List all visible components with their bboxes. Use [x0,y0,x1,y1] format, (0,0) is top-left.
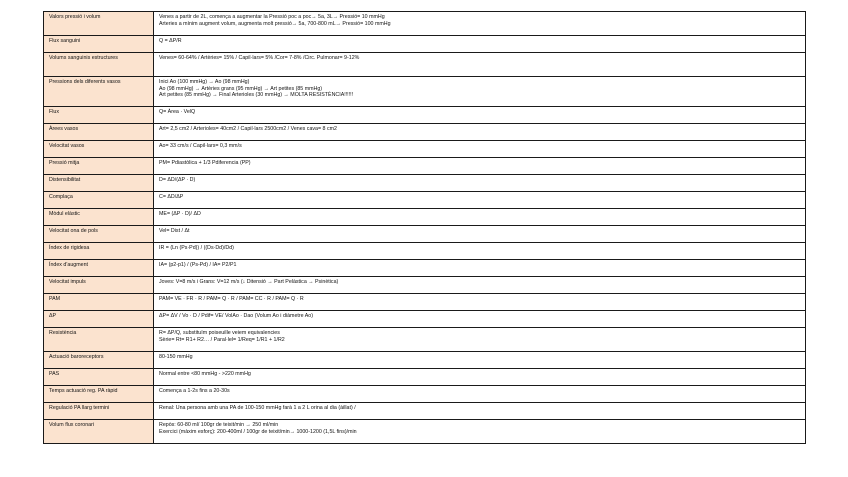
table-row [44,209,806,226]
table-row [44,403,806,420]
row-label: PAS [44,369,154,386]
row-label: Valors pressió i volum [44,12,154,36]
table-row [44,226,806,243]
row-label: Índex de rigidesa [44,243,154,260]
row-value: ΔP= ΔV / Vo · D / Pdif= VE/ VolAo · Dao (Volum Ao i diàmetre Ao) [154,311,806,328]
table-row [44,12,806,36]
row-label: Volums sanguinis estructures [44,53,154,77]
row-value: 80-150 mmHg [154,352,806,369]
row-label: Volum flux coronari [44,420,154,444]
table-row [44,369,806,386]
table-row [44,107,806,124]
row-value: Q= Àrea · VelQ [154,107,806,124]
row-label: ΔP [44,311,154,328]
table-row [44,311,806,328]
row-label: Flux sanguini [44,36,154,53]
table-row [44,294,806,311]
table-row [44,386,806,403]
table-row [44,243,806,260]
table-row [44,260,806,277]
row-value: Ao= 33 cm/s / Capil·lars= 0,3 mm/s [154,141,806,158]
table-row [44,352,806,369]
row-value: Art= 2,5 cm2 / Arterioles= 40cm2 / Capil·lars 2500cm2 / Venes cava= 8 cm2 [154,124,806,141]
row-value: PM= Pdiastòlica + 1/3 Pdiferencia (PP) [154,158,806,175]
table-row [44,175,806,192]
row-label: Regulació PA llarg termini [44,403,154,420]
row-value: Normal entre <80 mmHg - >220 mmHg [154,369,806,386]
row-value: Venes= 60-64% / Artèries= 15% / Capil·lars= 5% /Cor= 7-8% /Circ. Pulmonar= 9-12% [154,53,806,77]
table-row [44,141,806,158]
row-value: ME= (ΔP · D)/ ΔD [154,209,806,226]
row-label: Flux [44,107,154,124]
row-value: D= ΔD/(ΔP · D) [154,175,806,192]
row-value: Venes a partir de 2L, comença a augmentar la Pressió poc a poc→ 5a, 3L→ Pressió= 10 mmHg Arteries a mínim augment volum, augmenta molt pressió→ 5a, 700-800 mL→ Pressió= 100 mmHg [154,12,806,36]
row-label: Pressions dels diferents vasos [44,77,154,107]
row-label: Actuació baroreceptors [44,352,154,369]
row-label: PAM [44,294,154,311]
row-label: Àrees vasos [44,124,154,141]
row-label: Velocitat vasos [44,141,154,158]
row-value: Joves: V=8 m/s i Grans: V=12 m/s (↓ Ditensió → Part Pelàstica → Psinètica) [154,277,806,294]
row-label: Pressió mitja [44,158,154,175]
row-value: PAM= VE · FR · R / PAM= Q · R / PAM= CC · R / PAM= Q · R [154,294,806,311]
row-label: Temps actuació reg. PA ràpid [44,386,154,403]
notes-sheet [43,11,805,444]
row-value: Q = ΔP/R [154,36,806,53]
table-row [44,124,806,141]
row-value: Repòs: 60-80 ml/ 100gr de teixit/min → 250 ml/min Exercici (màxim esforç): 200-400ml / 100gr de teixit/min→ 1000-1200 (1,5L fins)/min [154,420,806,444]
table-row [44,328,806,352]
row-label: Resistència [44,328,154,352]
table-row [44,77,806,107]
row-value: Renal: Una persona amb una PA de 100-150 mmHg farà 1 a 2 L orina al dia (àillat) / [154,403,806,420]
table-row [44,158,806,175]
row-label: Velocitat ona de pols [44,226,154,243]
row-label: Velocitat impuls [44,277,154,294]
row-value: Vel= Dist / Δt [154,226,806,243]
row-value: IA= (p2-p1) / (Ps-Pd) / IA= P2/P1 [154,260,806,277]
table-row [44,192,806,209]
row-label: Complaça [44,192,154,209]
row-value: C= ΔD/ΔP [154,192,806,209]
table-row [44,420,806,444]
row-value: Comença a 1-2s fins a 20-30s [154,386,806,403]
table-row [44,53,806,77]
table-row [44,36,806,53]
row-value: Inici Ao (100 mmHg) → Ao (98 mmHg) Ao (98 mmHg) → Artèries grans (95 mmHg) → Art petites (85 mmHg) Art petites (85 mmHg) → Final Arterioles (30 mmHg) → MOLTA RESISTÈNCIA!!!!!! [154,77,806,107]
formula-table [43,11,806,444]
row-value: IR = (Ln (Ps·Pd)) / ((Ds·Dd)/Dd) [154,243,806,260]
row-value: R= ΔP/Q, substituïm poiseuille veiem equivalencies Sèrie= Rt= R1+ R2… / Paral·lel= 1/Req= 1/R1 + 1/R2 [154,328,806,352]
table-row [44,277,806,294]
row-label: Distensibilitat [44,175,154,192]
row-label: Mòdul elàstic [44,209,154,226]
row-label: Índex d'augment [44,260,154,277]
